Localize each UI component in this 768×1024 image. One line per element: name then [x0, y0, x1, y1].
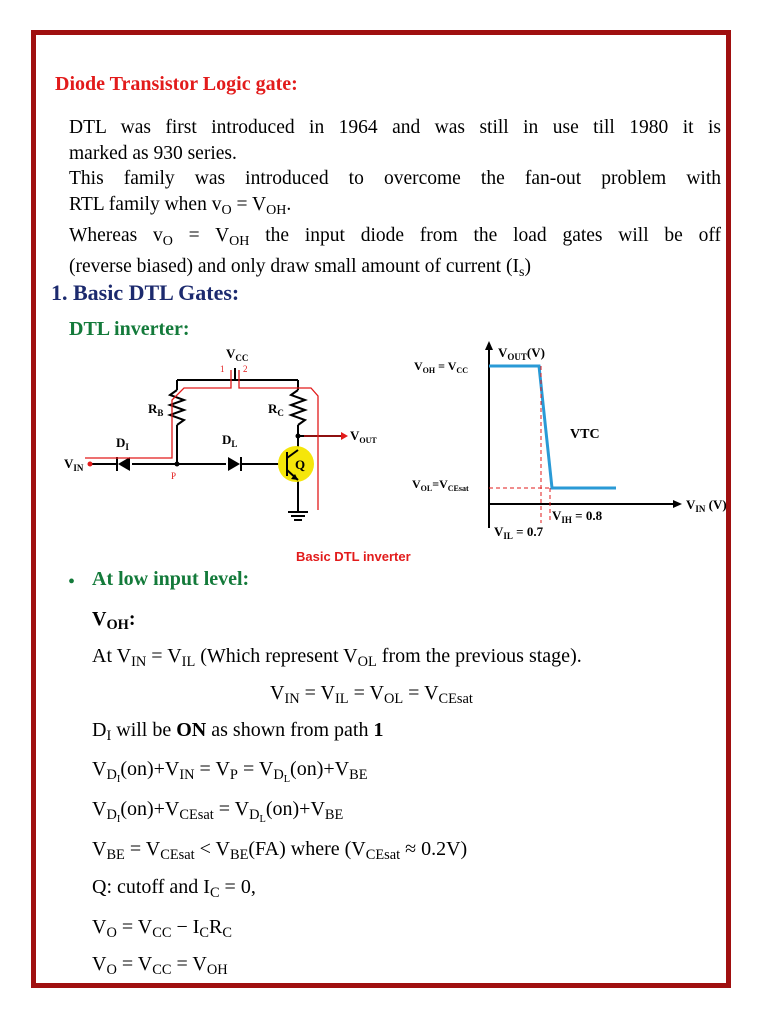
vtc-graph — [404, 338, 738, 546]
path-1-label: 1 — [220, 364, 225, 374]
dl-label: $D_L$ — [222, 432, 238, 449]
eq-line-8: $V_O = V_{CC} - I_CR_C$ — [92, 916, 232, 942]
intro-line-2: marked as 930 series. — [69, 142, 237, 164]
page-heading: Diode Transistor Logic gate: — [55, 73, 298, 95]
vih-label: $V_{IH} = 0.8$ — [552, 508, 603, 525]
node-p-label: P — [171, 471, 177, 481]
vin-axis-label: $V_{IN}$ (V) — [686, 497, 727, 514]
eq-line-3: $D_I$ will be ON as shown from path 1 — [92, 719, 384, 745]
subsection-title: DTL inverter: — [69, 318, 190, 340]
section-title: 1. Basic DTL Gates: — [51, 280, 240, 305]
diode-dl — [228, 457, 240, 471]
vcc-label: $V_{CC}$ — [226, 346, 249, 363]
voh-label: $V_{OH} = V_{CC}$ — [414, 359, 468, 375]
intro-line-1: DTL was first introduced in 1964 and was still in use till 1980 it is — [69, 117, 721, 138]
path-2-label: 2 — [243, 364, 248, 374]
rc-label: $R_C$ — [268, 401, 284, 418]
bullet-dot: • — [68, 571, 76, 593]
vout-label: $V_{OUT}$ — [350, 428, 377, 445]
d1-label: $D_I$ — [116, 435, 129, 452]
eq-line-6: $V_{BE} = V_{CEsat} < V_{BE}(FA)$ where $(V_{CEsat} \approx 0.2V)$ — [92, 838, 468, 864]
q-label: Q — [295, 457, 306, 472]
rb-label: $R_B$ — [148, 401, 164, 418]
eq-line-1: At $V_{IN} = V_{IL}$ (Which represent $V_{OL}$ from the previous stage). — [92, 645, 582, 671]
bullet-low-input: At low input level: — [92, 568, 250, 590]
intro-line-5: Whereas $v_O = V_{OH}$ the input diode from the load gates will be off — [69, 224, 721, 249]
vtc-label: VTC — [570, 427, 600, 442]
vout-axis-label: $V_{OUT}(V)$ — [498, 345, 545, 362]
diode-d1 — [118, 457, 130, 471]
vol-label: $V_{OL}=V_{CEsat}$ — [412, 477, 469, 493]
circuit-caption: Basic DTL inverter — [296, 549, 411, 564]
dtl-inverter-circuit — [60, 340, 400, 540]
intro-line-6: (reverse biased) and only draw small amount of current $(I_s)$ — [69, 256, 531, 281]
intro-line-3: This family was introduced to overcome the fan-out problem with — [69, 168, 721, 189]
eq-line-5: $V_{D_I}(on)+V_{CEsat} = V_{D_L}(on)+V_{BE}$ — [92, 798, 344, 825]
vin-label: $V_{IN}$ — [64, 456, 84, 473]
intro-paragraph — [69, 115, 721, 286]
eq-line-4: $V_{D_I}(on)+V_{IN} = V_P = V_{D_L}(on)+V_{BE}$ — [92, 758, 368, 785]
vil-label: $V_{IL} = 0.7$ — [494, 524, 544, 541]
intro-line-4: RTL family when $v_O = V_{OH}$. — [69, 193, 292, 218]
eq-line-7: Q: cutoff and $I_C = 0$, — [92, 876, 256, 902]
eq-line-9: $V_O = V_{CC} = V_{OH}$ — [92, 953, 228, 979]
voh-heading: $V_{OH}$: — [92, 608, 136, 634]
eq-line-2: $V_{IN} = V_{IL} = V_{OL} = V_{CEsat}$ — [270, 682, 473, 708]
